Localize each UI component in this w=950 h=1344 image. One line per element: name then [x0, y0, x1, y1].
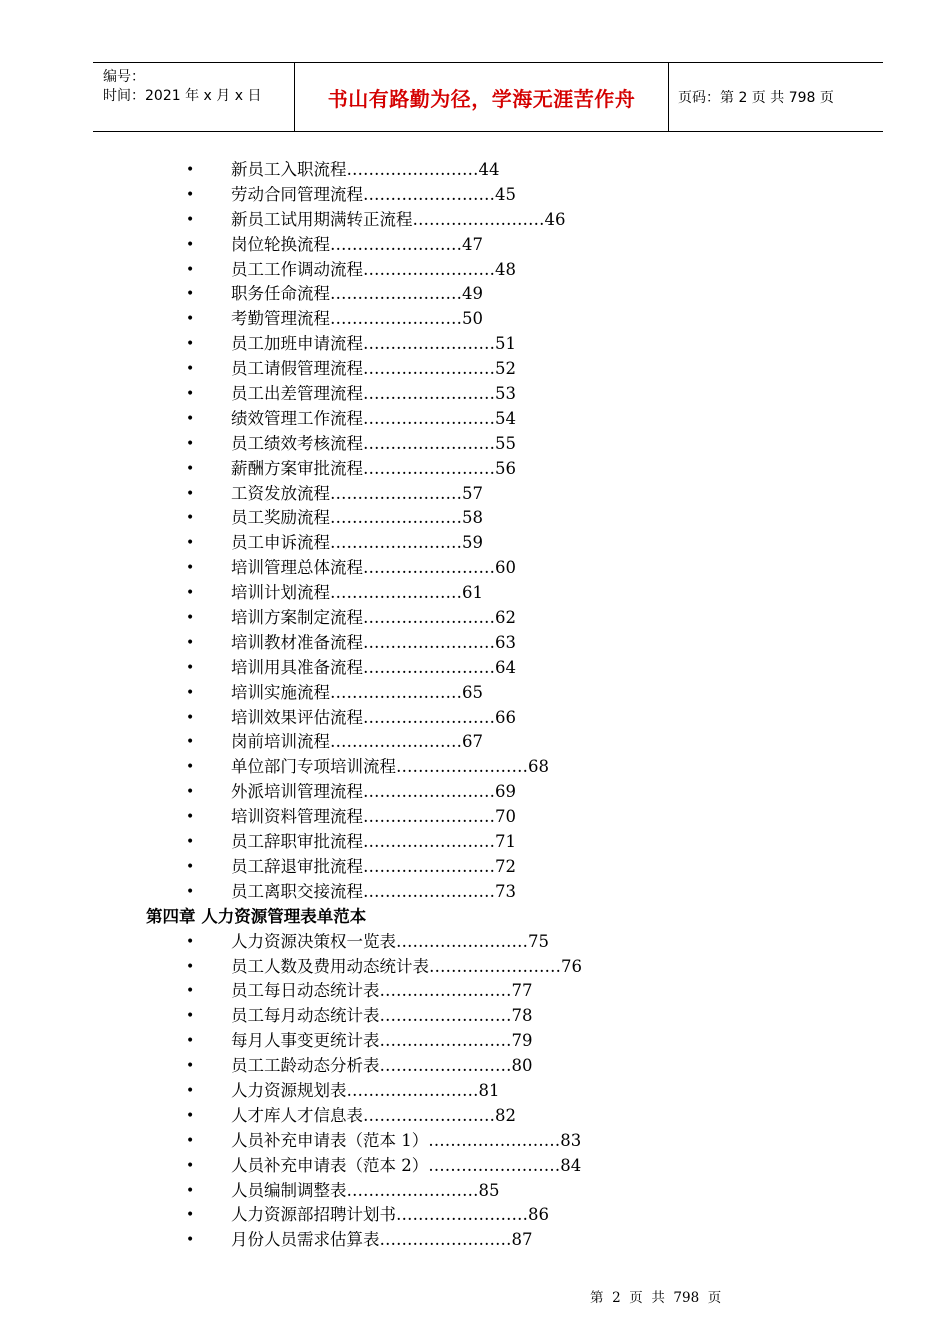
toc-entry-label: 人力资源部招聘计划书……………………86 [231, 1205, 549, 1225]
toc-entry-label: 劳动合同管理流程……………………45 [231, 184, 516, 204]
toc-entry [0, 1228, 950, 1253]
toc-entry-label: 考勤管理流程……………………50 [231, 309, 483, 329]
toc-entry-label: 员工工龄动态分析表……………………80 [231, 1056, 533, 1076]
toc-chapter-4-list [0, 930, 950, 1254]
toc-entry [0, 1179, 950, 1204]
bullet-icon: • [186, 684, 195, 701]
bullet-icon: • [186, 1082, 195, 1099]
toc-entry [0, 432, 950, 457]
toc-entry [0, 407, 950, 432]
toc-entry [0, 730, 950, 755]
bullet-icon: • [186, 1182, 195, 1199]
bullet-icon: • [186, 1132, 195, 1149]
toc-entry-label: 员工申诉流程……………………59 [231, 533, 483, 553]
toc-entry-label: 新员工试用期满转正流程……………………46 [231, 209, 566, 229]
toc-entry-label: 员工辞退审批流程……………………72 [231, 856, 516, 876]
toc-entry-label: 员工每月动态统计表……………………78 [231, 1006, 533, 1026]
toc-entry [0, 755, 950, 780]
toc-entry [0, 1154, 950, 1179]
toc-entry [0, 382, 950, 407]
toc-entry [0, 258, 950, 283]
toc-entry-label: 培训计划流程……………………61 [231, 583, 483, 603]
toc-entry [0, 482, 950, 507]
toc-entry [0, 506, 950, 531]
toc-chapter-4-title: 第四章 人力资源管理表单范本 [146, 906, 367, 926]
toc-entry-label: 人员补充申请表（范本 1）……………………83 [231, 1130, 582, 1150]
toc-entry [0, 307, 950, 332]
bullet-icon: • [186, 1157, 195, 1174]
toc-entry-label: 人力资源决策权一览表……………………75 [231, 931, 549, 951]
toc-entry [0, 805, 950, 830]
toc-entry-label: 培训用具准备流程……………………64 [231, 657, 516, 677]
bullet-icon: • [186, 435, 195, 452]
bullet-icon: • [186, 834, 195, 851]
bullet-icon: • [186, 410, 195, 427]
bullet-icon: • [186, 485, 195, 502]
bullet-icon: • [186, 858, 195, 875]
toc-entry [0, 1203, 950, 1228]
toc-section-3-list [0, 158, 950, 905]
toc-entry-label: 人员补充申请表（范本 2）……………………84 [231, 1155, 582, 1175]
bullet-icon: • [186, 560, 195, 577]
toc-entry [0, 208, 950, 233]
toc-entry-label: 人才库人才信息表……………………82 [231, 1105, 516, 1125]
bullet-icon: • [186, 286, 195, 303]
bullet-icon: • [186, 1008, 195, 1025]
bullet-icon: • [186, 211, 195, 228]
page-footer: 第 2 页 共 798 页 [590, 1290, 722, 1306]
toc-entry-label: 人力资源规划表……………………81 [231, 1080, 500, 1100]
toc-entry [0, 233, 950, 258]
toc-entry-label: 员工请假管理流程……………………52 [231, 359, 516, 379]
toc-entry [0, 332, 950, 357]
toc-entry-label: 培训管理总体流程……………………60 [231, 558, 516, 578]
toc-entry-label: 薪酬方案审批流程……………………56 [231, 458, 516, 478]
bullet-icon: • [186, 958, 195, 975]
bullet-icon: • [186, 1107, 195, 1124]
toc-entry [0, 581, 950, 606]
bullet-icon: • [186, 186, 195, 203]
toc-entry-label: 岗前培训流程……………………67 [231, 732, 483, 752]
bullet-icon: • [186, 1058, 195, 1075]
toc-entry-label: 人员编制调整表……………………85 [231, 1180, 500, 1200]
toc-entry [0, 556, 950, 581]
toc-entry-label: 工资发放流程……………………57 [231, 483, 483, 503]
toc-entry [0, 681, 950, 706]
toc-entry [0, 1029, 950, 1054]
page-header [93, 62, 883, 132]
bullet-icon: • [186, 162, 195, 178]
toc-entry-label: 培训资料管理流程……………………70 [231, 807, 516, 827]
bullet-icon: • [186, 311, 195, 328]
bullet-icon: • [186, 709, 195, 726]
toc-entry [0, 656, 950, 681]
toc-entry-label: 职务任命流程……………………49 [231, 284, 483, 304]
toc-entry-label: 培训教材准备流程……………………63 [231, 632, 516, 652]
toc-entry [0, 158, 950, 183]
header-number-label: 编号： [103, 69, 145, 85]
table-of-contents [0, 158, 950, 1253]
bullet-icon: • [186, 1033, 195, 1050]
toc-entry [0, 183, 950, 208]
toc-entry [0, 1104, 950, 1129]
header-page-code: 页码：第 2 页 共 798 页 [678, 90, 834, 106]
toc-entry-label: 月份人员需求估算表……………………87 [231, 1230, 533, 1250]
toc-entry [0, 282, 950, 307]
toc-entry-label: 培训方案制定流程……………………62 [231, 608, 516, 628]
bullet-icon: • [186, 585, 195, 602]
toc-entry-label: 员工绩效考核流程……………………55 [231, 433, 516, 453]
toc-entry [0, 979, 950, 1004]
toc-entry [0, 930, 950, 955]
toc-entry [0, 1054, 950, 1079]
toc-entry [0, 606, 950, 631]
bullet-icon: • [186, 983, 195, 1000]
bullet-icon: • [186, 933, 195, 950]
bullet-icon: • [186, 535, 195, 552]
bullet-icon: • [186, 261, 195, 278]
toc-entry [0, 780, 950, 805]
bullet-icon: • [186, 386, 195, 403]
toc-entry-label: 岗位轮换流程……………………47 [231, 234, 483, 254]
bullet-icon: • [186, 784, 195, 801]
header-info-cell [93, 63, 294, 131]
bullet-icon: • [186, 510, 195, 527]
toc-entry-label: 培训效果评估流程……………………66 [231, 707, 516, 727]
header-motto: 书山有路勤为径，学海无涯苦作舟 [327, 86, 636, 111]
toc-entry-label: 外派培训管理流程……………………69 [231, 782, 516, 802]
bullet-icon: • [186, 1207, 195, 1224]
toc-entry-label: 员工人数及费用动态统计表……………………76 [231, 956, 582, 976]
toc-entry [0, 531, 950, 556]
bullet-icon: • [186, 610, 195, 627]
toc-entry-label: 员工出差管理流程……………………53 [231, 384, 516, 404]
toc-entry [0, 880, 950, 905]
toc-entry-label: 单位部门专项培训流程……………………68 [231, 757, 549, 777]
toc-entry-label: 员工离职交接流程……………………73 [231, 881, 516, 901]
toc-entry-label: 每月人事变更统计表……………………79 [231, 1031, 533, 1051]
bullet-icon: • [186, 759, 195, 776]
bullet-icon: • [186, 883, 195, 900]
toc-entry-label: 员工奖励流程……………………58 [231, 508, 483, 528]
toc-entry-label: 培训实施流程……………………65 [231, 682, 483, 702]
toc-entry-label: 新员工入职流程……………………44 [231, 160, 500, 179]
toc-entry [0, 357, 950, 382]
toc-entry [0, 457, 950, 482]
toc-entry [0, 631, 950, 656]
toc-entry [0, 855, 950, 880]
bullet-icon: • [186, 809, 195, 826]
toc-entry-label: 员工工作调动流程……………………48 [231, 259, 516, 279]
toc-entry-label: 员工辞职审批流程……………………71 [231, 832, 516, 852]
bullet-icon: • [186, 236, 195, 253]
toc-entry-label: 绩效管理工作流程……………………54 [231, 408, 516, 428]
bullet-icon: • [186, 1232, 195, 1249]
bullet-icon: • [186, 361, 195, 378]
header-motto-cell [294, 63, 669, 131]
header-time-label: 时间：2021 年 x 月 x 日 [103, 88, 262, 104]
toc-entry-label: 员工每日动态统计表……………………77 [231, 981, 533, 1001]
bullet-icon: • [186, 634, 195, 651]
toc-entry [0, 1079, 950, 1104]
bullet-icon: • [186, 460, 195, 477]
toc-entry [0, 1129, 950, 1154]
toc-entry-label: 员工加班申请流程……………………51 [231, 334, 516, 354]
header-page-cell [668, 63, 883, 131]
toc-entry [0, 955, 950, 980]
toc-entry [0, 706, 950, 731]
toc-entry [0, 1004, 950, 1029]
toc-entry [0, 830, 950, 855]
bullet-icon: • [186, 659, 195, 676]
bullet-icon: • [186, 336, 195, 353]
bullet-icon: • [186, 734, 195, 751]
